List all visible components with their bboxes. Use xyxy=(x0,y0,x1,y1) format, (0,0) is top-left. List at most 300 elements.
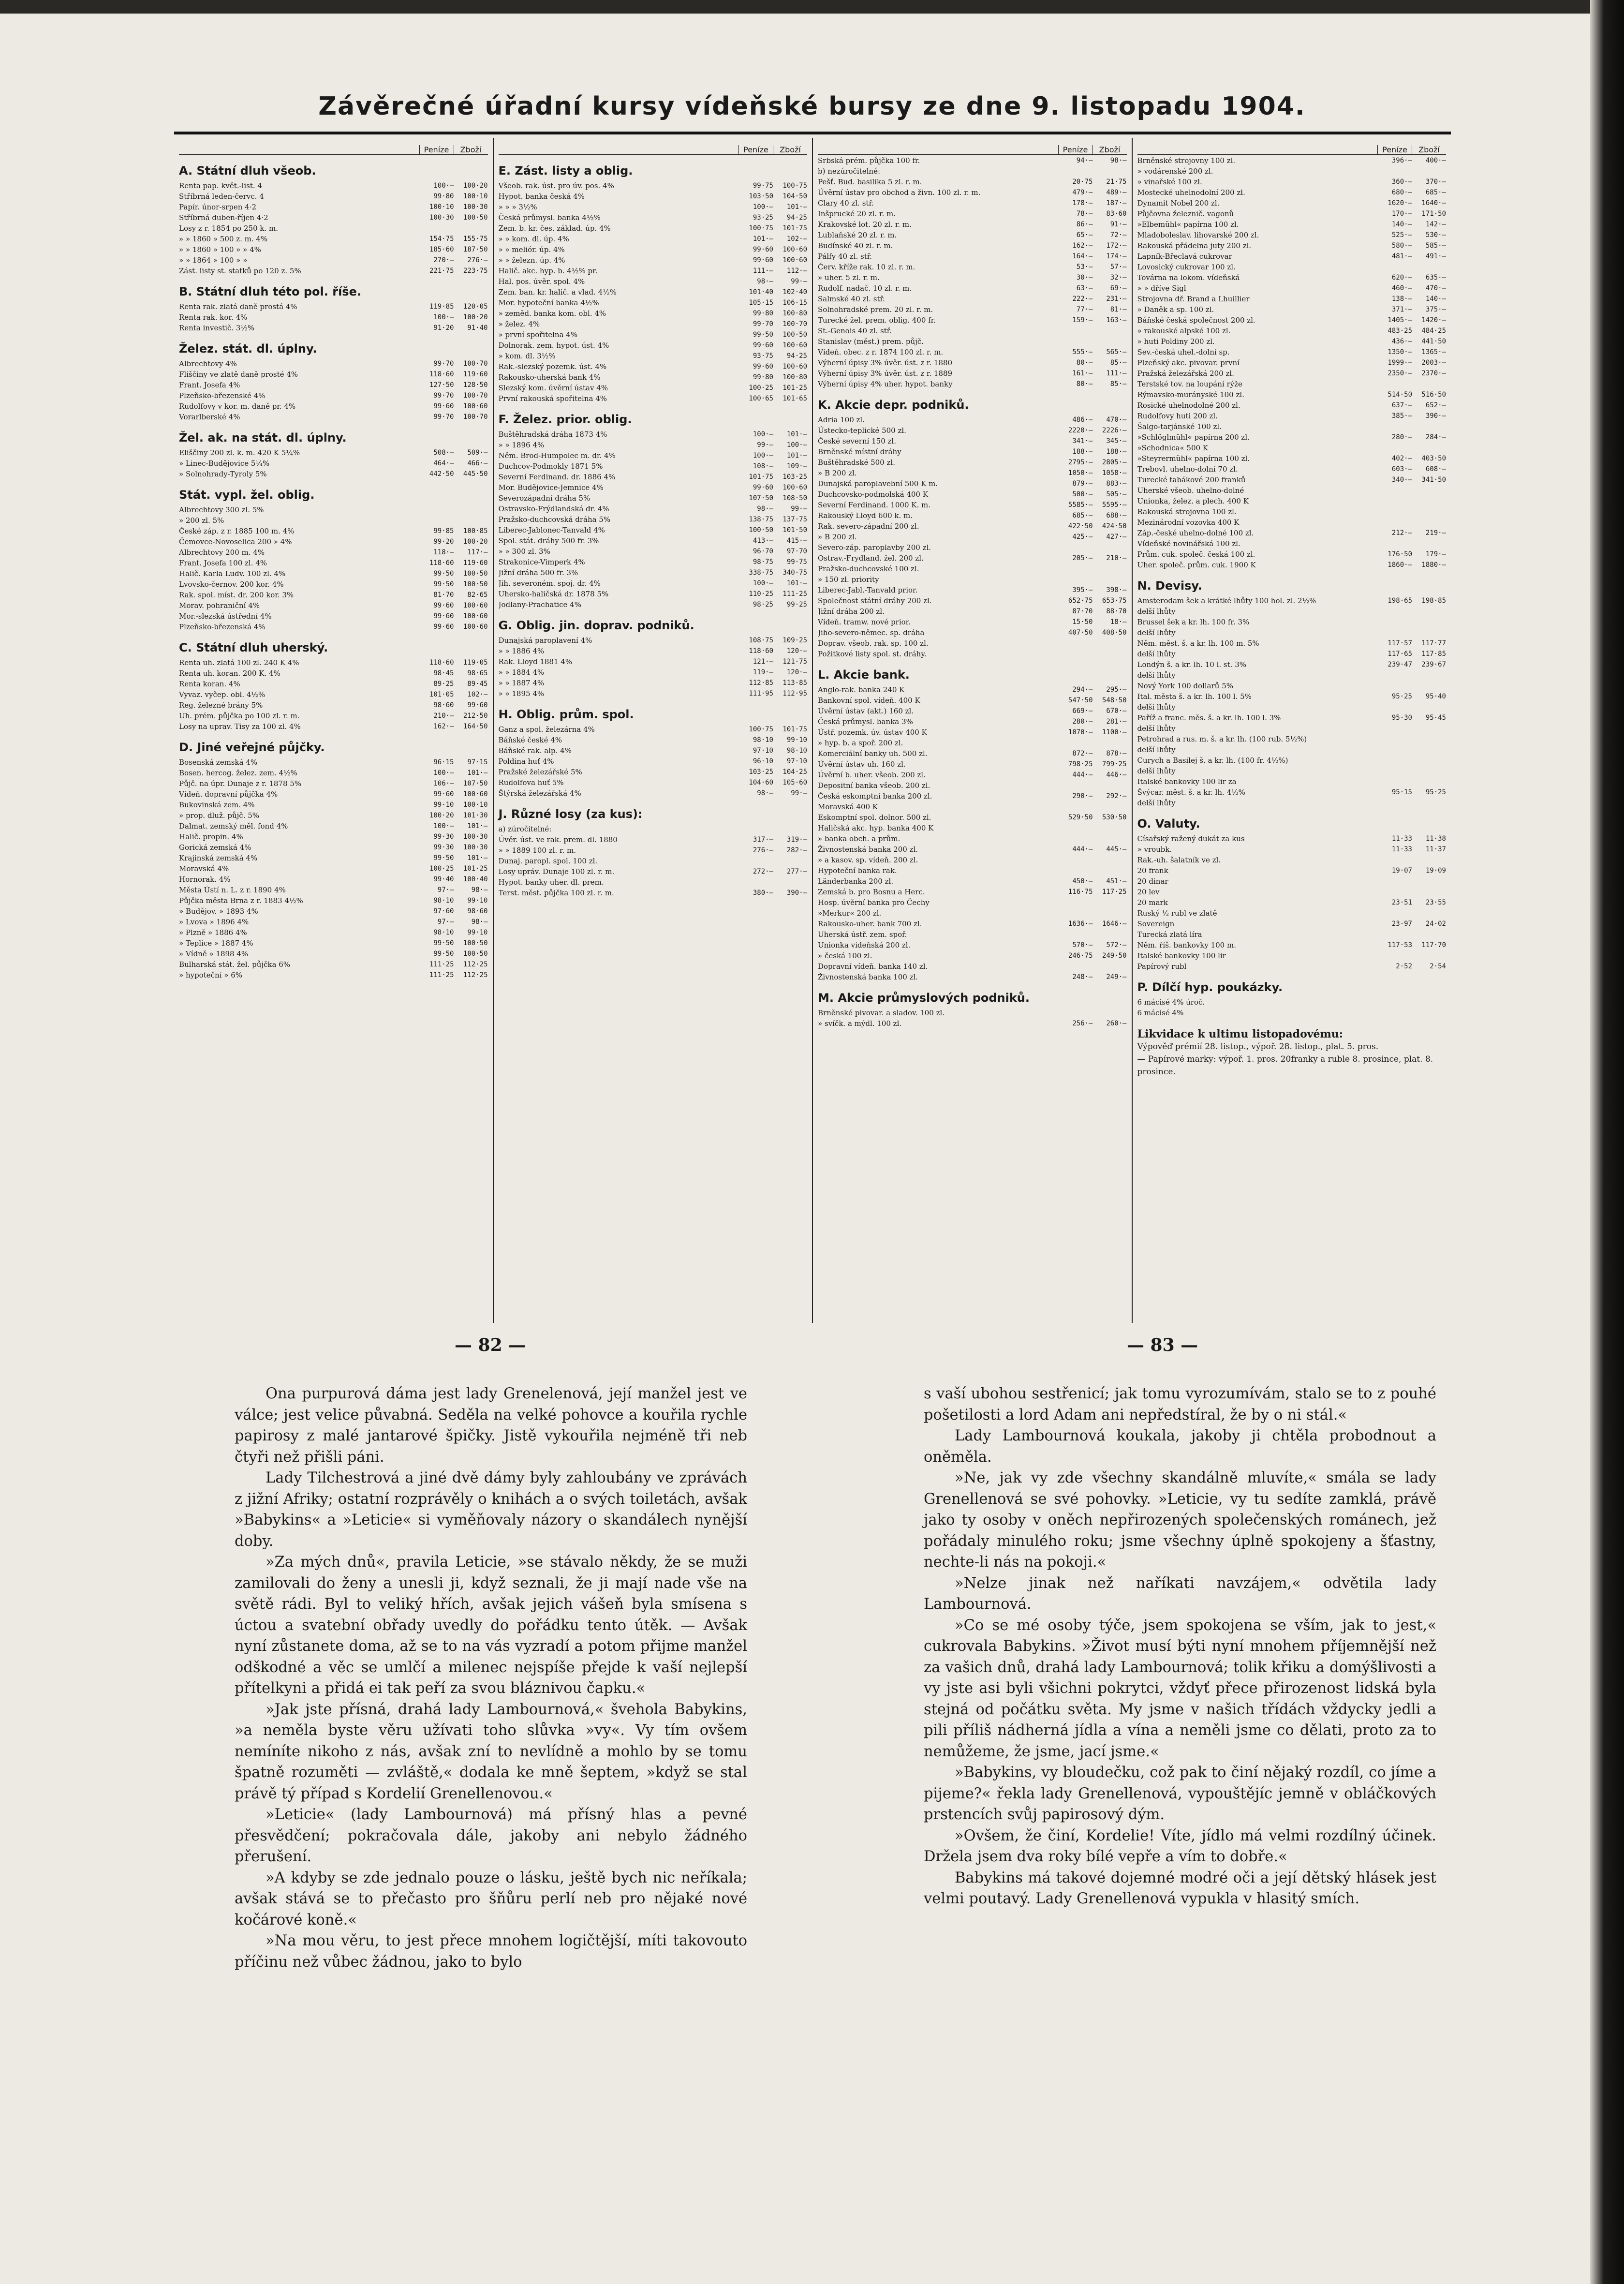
price-bid: 798·25 xyxy=(1068,760,1093,768)
price-ask: 445·50 xyxy=(463,470,488,478)
security-name: » vinařské 100 zl. xyxy=(1137,178,1202,186)
security-name: 6 mácisé 4% xyxy=(1137,1009,1184,1017)
security-name: Italské bankovky 100 lir xyxy=(1137,951,1226,960)
price-bid: 140·— xyxy=(1391,221,1412,228)
price-bid: 98·25 xyxy=(753,601,773,608)
price-bid xyxy=(1378,1008,1412,1018)
table-row xyxy=(1137,702,1447,712)
security-name: Jiho-severo-němec. sp. dráha xyxy=(818,628,925,637)
price-bid: 205·— xyxy=(1072,554,1093,562)
table-row xyxy=(1137,421,1447,432)
price-ask xyxy=(1412,929,1446,940)
table-row xyxy=(179,312,488,323)
price-ask xyxy=(773,877,807,888)
price-bid: 99·70 xyxy=(433,392,454,400)
security-name: Živnostenská banka 200 zl. xyxy=(818,845,918,854)
security-name: Brněnské místní dráhy xyxy=(818,447,901,456)
price-bid xyxy=(739,824,773,834)
security-name: Ústř. pozemk. úv. ústav 400 K xyxy=(818,728,927,737)
page-title: Závěrečné úřadní kursy vídeňské bursy ze dne 9. listopadu 1904. xyxy=(318,92,1306,121)
price-bid: 176·50 xyxy=(1388,550,1412,558)
price-bid: 464·— xyxy=(433,460,454,467)
table-row xyxy=(818,230,1127,240)
price-bid: 99·50 xyxy=(433,580,454,588)
price-ask: 212·50 xyxy=(463,712,488,720)
price-bid: 555·— xyxy=(1072,348,1093,356)
header-zboží: Zboží xyxy=(454,145,488,154)
security-name: » želez. 4% xyxy=(498,320,540,328)
price-ask: 341·50 xyxy=(1421,476,1446,484)
price-ask: 100·80 xyxy=(782,373,807,381)
security-name: Trebovl. uhelno-dolní 70 zl. xyxy=(1137,465,1238,474)
security-name: » uher. 5 zl. r. m. xyxy=(818,273,880,282)
paragraph: »Na mou věru, to jest přece mnohem logičtější, míti takovouto příčinu než vůbec žádnou, jako to bylo xyxy=(235,1932,747,1971)
price-ask: 117·25 xyxy=(1102,888,1127,896)
security-name: Továrna na lokom. vídeňská xyxy=(1137,273,1240,282)
table-row xyxy=(1137,670,1447,681)
table-row xyxy=(179,700,488,711)
price-bid xyxy=(1378,379,1412,389)
price-bid: 100·25 xyxy=(749,384,773,392)
price-ask xyxy=(1412,538,1446,549)
table-row xyxy=(818,770,1127,780)
price-bid: 1860·— xyxy=(1388,561,1412,569)
price-bid: 103·50 xyxy=(749,193,773,200)
table-row xyxy=(179,390,488,401)
security-name: Hypoteční banka rak. xyxy=(818,866,897,875)
table-row xyxy=(1137,755,1447,766)
price-bid: 98·— xyxy=(757,505,773,513)
paragraph: »Co se mé osoby týče, jsem spokojena se vším, jak to jest,« cukrovala Babykins. »Život musí býti nyní mnohem příjemnější než za vašich dnů, drahá lady Lambournová; tolik křiku a domýšlivosti a vy jste asi byli všichni pokrytci, vždyť přece přirozenost lidská byla stejná od počátku světa. My jsme v našich třídách vždycky jedli a pili příliš nádherná jídla a vína a neměli jsme co dělati, proto za to nemůžeme, že jsme, jací jsme.« xyxy=(924,1617,1436,1760)
price-ask: 100·20 xyxy=(463,538,488,546)
price-ask: 101·— xyxy=(467,769,488,777)
paragraph: »Ne, jak vy zde všechny skandálně mluvíte,« smála se lady Grenellenová se své pohovky. »Leticie, vy tu sedíte zamklá, právě jako ty osoby v oněch nepřirozených společenských románech, jež pořádaly minulého roku; jsme všechny úplně spokojeny a šťastny, nechte-li nás na pokoji.« xyxy=(924,1469,1436,1571)
price-ask: 282·— xyxy=(786,846,807,854)
security-name: Záp.-české uhelno-dolné 100 zl. xyxy=(1137,529,1254,537)
security-name: Úvěrní ústav uh. 160 zl. xyxy=(818,760,906,769)
table-row xyxy=(1137,485,1447,496)
price-bid: 111·— xyxy=(753,267,773,275)
security-name: Jižní dráha 500 fr. 3% xyxy=(498,568,578,577)
price-ask: 635·— xyxy=(1425,274,1446,282)
price-ask: 119·60 xyxy=(463,371,488,378)
table-row xyxy=(818,478,1127,489)
section-title: N. Devisy. xyxy=(1137,579,1202,593)
price-ask: 99·10 xyxy=(786,736,807,744)
security-name: Severozápadní dráha 5% xyxy=(498,494,591,503)
price-bid: 99·30 xyxy=(433,833,454,841)
price-bid xyxy=(1378,681,1412,691)
price-ask: 112·— xyxy=(786,267,807,275)
table-row xyxy=(179,579,488,590)
price-ask: 685·— xyxy=(1425,189,1446,196)
security-name: Báňské česká společnost 200 zl. xyxy=(1137,316,1255,325)
header-zboží: Zboží xyxy=(1093,145,1127,154)
security-name: 6 mácisé 4% úroč. xyxy=(1137,998,1205,1007)
security-name: Brněnské strojovny 100 zl. xyxy=(1137,156,1236,165)
price-ask: 187·— xyxy=(1106,199,1127,207)
price-bid: 94·— xyxy=(1076,157,1093,164)
table-row xyxy=(179,842,488,853)
price-ask: 174·— xyxy=(1106,252,1127,260)
table-row xyxy=(1137,919,1447,929)
table-row xyxy=(1137,833,1447,844)
price-ask: 2805·— xyxy=(1102,459,1127,466)
price-bid xyxy=(1378,766,1412,776)
price-ask: 101·50 xyxy=(782,526,807,534)
table-row xyxy=(179,721,488,732)
price-ask xyxy=(1412,670,1446,681)
security-name: Sovereign xyxy=(1137,920,1175,928)
price-bid: 101·75 xyxy=(749,473,773,481)
price-bid: 111·95 xyxy=(749,690,773,697)
price-bid xyxy=(1059,564,1093,574)
price-bid: 99·80 xyxy=(753,310,773,317)
price-ask: 155·75 xyxy=(463,235,488,243)
security-name: Poldina huť 4% xyxy=(498,757,554,766)
table-row xyxy=(179,223,488,234)
security-name: Duchcovsko-podmolská 400 K xyxy=(818,490,928,499)
price-bid: 500·— xyxy=(1072,490,1093,498)
table-row xyxy=(818,780,1127,791)
price-ask xyxy=(1412,723,1446,734)
price-bid: 529·50 xyxy=(1068,814,1093,821)
table-row xyxy=(499,546,808,557)
price-ask: 688·— xyxy=(1106,512,1127,519)
paragraph: »Babykins, vy bloudečku, což pak to činí nějaký rozdíl, co jíme a pijeme?« řekla lady Grenellenová, vypouštějíc jemně v obláčkových prstencích svůj papirosový dým. xyxy=(924,1764,1436,1823)
security-name: Uherská ústř. zem. spoř. xyxy=(818,930,907,939)
table-row xyxy=(1137,734,1447,744)
table-row xyxy=(499,255,808,266)
price-ask: 163·— xyxy=(1106,316,1127,324)
table-row xyxy=(179,180,488,191)
table-row xyxy=(499,287,808,297)
security-name: » » » 3½% xyxy=(498,203,537,211)
price-ask: 565·— xyxy=(1106,348,1127,356)
table-row xyxy=(179,504,488,515)
price-bid xyxy=(1378,876,1412,887)
table-row xyxy=(818,436,1127,446)
price-ask: 101·— xyxy=(467,822,488,830)
security-name: Mladoboleslav. lihovarské 200 zl. xyxy=(1137,231,1259,239)
price-bid: 159·— xyxy=(1072,316,1093,324)
price-ask: 390·— xyxy=(1425,412,1446,420)
price-bid: 290·— xyxy=(1072,792,1093,800)
price-bid: 100·— xyxy=(433,769,454,777)
price-bid: 514·50 xyxy=(1388,391,1412,399)
security-name: Bankovní spol. vídeň. 400 K xyxy=(818,696,920,705)
security-name: Slezský kom. úvěrní ústav 4% xyxy=(498,384,608,392)
price-ask: 140·— xyxy=(1425,295,1446,303)
table-row xyxy=(179,590,488,600)
price-bid: 138·— xyxy=(1391,295,1412,303)
table-row xyxy=(1137,379,1447,389)
price-ask: 112·25 xyxy=(463,961,488,968)
table-row xyxy=(179,526,488,536)
security-name: Vídeň. tramw. nové prior. xyxy=(818,618,911,626)
security-name: » Solnohrady-Tyroly 5% xyxy=(179,470,267,478)
price-bid: 98·— xyxy=(757,789,773,797)
security-name: » Teplice » 1887 4% xyxy=(179,939,253,948)
price-ask xyxy=(1093,897,1127,908)
table-row xyxy=(499,724,808,735)
table-row xyxy=(499,472,808,482)
price-ask: 249·— xyxy=(1106,973,1127,981)
price-bid: 256·— xyxy=(1072,1020,1093,1027)
security-name: » » kom. dl. úp. 4% xyxy=(498,235,569,243)
price-ask: 97·10 xyxy=(786,757,807,765)
security-name: Ostravsko-Frýdlandská dr. 4% xyxy=(498,504,609,513)
price-bid: 99·60 xyxy=(433,602,454,609)
table-row xyxy=(818,638,1127,649)
table-row xyxy=(818,336,1127,347)
security-name: Haličská akc. hyp. banka 400 K xyxy=(818,824,934,832)
price-ask xyxy=(1412,506,1446,517)
price-bid: 483·25 xyxy=(1388,327,1412,335)
price-ask: 446·— xyxy=(1106,771,1127,779)
security-name: Gorická zemská 4% xyxy=(179,843,251,852)
price-bid: 96·15 xyxy=(433,758,454,766)
price-bid: 30·— xyxy=(1076,274,1093,282)
price-bid: 100·25 xyxy=(429,865,454,873)
price-ask: 11·38 xyxy=(1425,835,1446,843)
price-bid: 444·— xyxy=(1072,771,1093,779)
price-ask: 23·55 xyxy=(1425,899,1446,906)
security-name: Města Ústí n. L. z r. 1890 4% xyxy=(179,886,286,894)
price-bid: 385·— xyxy=(1391,412,1412,420)
security-name: delší lhůty xyxy=(1137,628,1176,637)
price-ask: 484·25 xyxy=(1421,327,1446,335)
security-name: Půjč. na úpr. Dunaje z r. 1878 5% xyxy=(179,779,302,788)
price-bid: 508·— xyxy=(433,449,454,457)
table-row xyxy=(1137,887,1447,897)
table-row xyxy=(818,368,1127,379)
header-zboží: Zboží xyxy=(773,145,807,154)
table-column xyxy=(494,138,813,1323)
price-bid: 100·— xyxy=(753,452,773,460)
price-bid: 95·15 xyxy=(1391,788,1412,796)
table-row xyxy=(818,304,1127,315)
price-ask: 2370·— xyxy=(1421,370,1446,377)
table-row xyxy=(179,412,488,422)
table-row xyxy=(499,351,808,361)
price-ask: 120·— xyxy=(786,668,807,676)
price-ask: 470·— xyxy=(1425,284,1446,292)
table-row xyxy=(499,234,808,244)
price-ask: 99·— xyxy=(791,789,807,797)
table-row xyxy=(1137,681,1447,691)
price-ask: 1646·— xyxy=(1102,920,1127,928)
paragraph: »Leticie« (lady Lambournová) má přísný hlas a pevné přesvědčení; pokračovala dále, jakoby ani nebylo žádného přerušení. xyxy=(235,1806,747,1865)
price-ask: 451·— xyxy=(1106,877,1127,885)
security-name: » 200 zl. 5% xyxy=(179,516,224,525)
price-bid: 294·— xyxy=(1072,686,1093,694)
price-ask: 260·— xyxy=(1106,1020,1127,1027)
security-name: Ruský ½ rubl ve zlatě xyxy=(1137,909,1217,918)
price-ask: 509·— xyxy=(467,449,488,457)
price-bid xyxy=(1059,638,1093,649)
security-name: Ital. města š. a kr. lh. 100 l. 5% xyxy=(1137,692,1252,701)
table-row xyxy=(499,557,808,567)
price-bid: 1636·— xyxy=(1068,920,1093,928)
price-bid: 879·— xyxy=(1072,480,1093,488)
table-row xyxy=(1137,1008,1447,1018)
table-row xyxy=(499,340,808,351)
table-row xyxy=(818,950,1127,961)
page-number-right: — 83 — xyxy=(1127,1335,1198,1355)
section-title: L. Akcie bank. xyxy=(818,668,910,682)
security-name: Vorarlberské 4% xyxy=(179,413,240,421)
security-name: Reg. železné brány 5% xyxy=(179,701,263,710)
price-bid: 110·25 xyxy=(749,590,773,598)
table-row xyxy=(499,276,808,287)
security-name: Šalgo-tarjánské 100 zl. xyxy=(1137,422,1222,431)
price-ask: 101·65 xyxy=(782,395,807,402)
table-row xyxy=(1137,336,1447,347)
price-bid: 104·60 xyxy=(749,779,773,786)
table-row xyxy=(818,738,1127,748)
price-bid: 395·— xyxy=(1072,586,1093,594)
price-bid: 154·75 xyxy=(429,235,454,243)
price-bid: 2·52 xyxy=(1396,963,1412,970)
price-ask: 530·50 xyxy=(1102,814,1127,821)
security-name: Rak.-slezský pozemk. úst. 4% xyxy=(498,362,607,371)
price-ask xyxy=(1412,517,1446,528)
table-row xyxy=(818,262,1127,272)
table-row xyxy=(1137,326,1447,336)
table-row xyxy=(818,617,1127,627)
table-column xyxy=(813,138,1133,1323)
price-bid: 338·75 xyxy=(749,569,773,577)
price-ask: 100·60 xyxy=(782,256,807,264)
security-name: delší lhůty xyxy=(1137,650,1176,658)
price-ask: 108·50 xyxy=(782,494,807,502)
price-bid: 547·50 xyxy=(1068,697,1093,704)
price-bid: 99·85 xyxy=(433,527,454,535)
table-row xyxy=(179,768,488,778)
security-name: Bulharská stát. žel. půjčka 6% xyxy=(179,960,291,969)
table-row xyxy=(179,447,488,458)
price-ask xyxy=(1412,1008,1446,1018)
price-bid: 685·— xyxy=(1072,512,1093,519)
security-name: Vídeň. dopravní půjčka 4% xyxy=(179,790,278,799)
price-ask: 98·60 xyxy=(467,907,488,915)
security-name: Hosp. úvěrní banka pro Čechy xyxy=(818,898,930,907)
price-bid: 111·25 xyxy=(429,961,454,968)
security-name: Báňské rak. alp. 4% xyxy=(498,746,572,755)
security-name: Albrechtovy 4% xyxy=(179,359,237,368)
table-row xyxy=(1137,538,1447,549)
price-bid xyxy=(1378,755,1412,766)
price-bid: 98·10 xyxy=(433,897,454,905)
price-ask: 109·— xyxy=(786,462,807,470)
price-ask: 295·— xyxy=(1106,686,1127,694)
security-name: » » 1896 4% xyxy=(498,441,545,449)
price-ask: 94·25 xyxy=(786,214,807,222)
table-row xyxy=(1137,155,1447,166)
price-ask: 2226·— xyxy=(1102,427,1127,434)
price-bid xyxy=(1378,670,1412,681)
table-row xyxy=(499,525,808,535)
price-bid: 371·— xyxy=(1391,306,1412,313)
price-bid: 246·75 xyxy=(1068,952,1093,960)
price-ask: 99·10 xyxy=(467,897,488,905)
price-bid xyxy=(1378,734,1412,744)
price-ask: 100·85 xyxy=(463,527,488,535)
table-row xyxy=(179,789,488,800)
security-name: Halič. propin. 4% xyxy=(179,832,243,841)
security-name: Severní Ferdinand. dr. 1886 4% xyxy=(498,473,616,481)
price-ask: 530·— xyxy=(1425,231,1446,239)
table-row xyxy=(818,187,1127,198)
price-ask xyxy=(1093,1008,1127,1018)
security-name: Výherní úpisy 3% úvěr. úst. z r. 1889 xyxy=(818,369,953,378)
price-ask: 179·— xyxy=(1425,550,1446,558)
price-bid: 11·33 xyxy=(1391,845,1412,853)
table-row xyxy=(179,191,488,202)
price-ask: 100·10 xyxy=(463,801,488,809)
price-bid: 1350·— xyxy=(1388,348,1412,356)
price-ask: 883·— xyxy=(1106,480,1127,488)
price-ask: 100·50 xyxy=(463,570,488,578)
security-name: Clary 40 zl. stř. xyxy=(818,199,874,208)
security-name: Císařský ražený dukát za kus xyxy=(1137,834,1245,843)
price-bid: 93·75 xyxy=(753,352,773,360)
table-row xyxy=(1137,272,1447,283)
table-row xyxy=(499,308,808,319)
table-row xyxy=(499,266,808,276)
price-ask: 370·— xyxy=(1425,178,1446,186)
paragraph: »Ovšem, že činí, Kordelie! Víte, jídlo má velmi rozdílný účinek. Držela jsem dva roky bílé vepře a vím to dobře.« xyxy=(924,1827,1436,1865)
security-name: Renta uh. koran. 200 K. 4% xyxy=(179,669,281,678)
table-row xyxy=(818,553,1127,564)
price-bid: 620·— xyxy=(1391,274,1412,282)
price-ask: 24·02 xyxy=(1425,920,1446,928)
table-row xyxy=(179,244,488,255)
price-ask: 390·— xyxy=(786,889,807,897)
table-row xyxy=(179,970,488,980)
table-row xyxy=(179,885,488,895)
security-name: Bosen. hercog. želez. zem. 4½% xyxy=(179,769,297,777)
security-name: Solnohradské prem. 20 zl. r. m. xyxy=(818,305,933,314)
table-row xyxy=(499,824,808,834)
price-ask: 128·50 xyxy=(463,381,488,389)
security-name: Sev.-česká uhel.-dolní sp. xyxy=(1137,348,1230,356)
price-ask xyxy=(1412,606,1446,617)
table-row xyxy=(1137,262,1447,272)
price-ask: 91·40 xyxy=(467,324,488,332)
price-ask: 98·— xyxy=(1110,157,1127,164)
price-bid: 222·— xyxy=(1072,295,1093,303)
price-bid xyxy=(1378,538,1412,549)
price-ask: 106·15 xyxy=(782,299,807,307)
security-name: » svíčk. a mýdl. 100 zl. xyxy=(818,1019,902,1028)
security-name: » » 1887 4% xyxy=(498,679,545,687)
price-ask xyxy=(1412,798,1446,808)
security-name: » Budějov. » 1893 4% xyxy=(179,907,258,916)
security-name: Losy na uprav. Tisy za 100 zl. 4% xyxy=(179,722,301,731)
security-name: První rakouská spořitelna 4% xyxy=(498,394,607,403)
price-bid: 162·— xyxy=(1072,242,1093,250)
table-row xyxy=(1137,187,1447,198)
price-ask xyxy=(1412,855,1446,865)
price-ask: 249·50 xyxy=(1102,952,1127,960)
price-bid: 89·25 xyxy=(433,680,454,688)
price-ask xyxy=(1093,855,1127,865)
table-row xyxy=(179,323,488,333)
price-bid: 97·— xyxy=(437,886,454,894)
price-bid xyxy=(1378,855,1412,865)
